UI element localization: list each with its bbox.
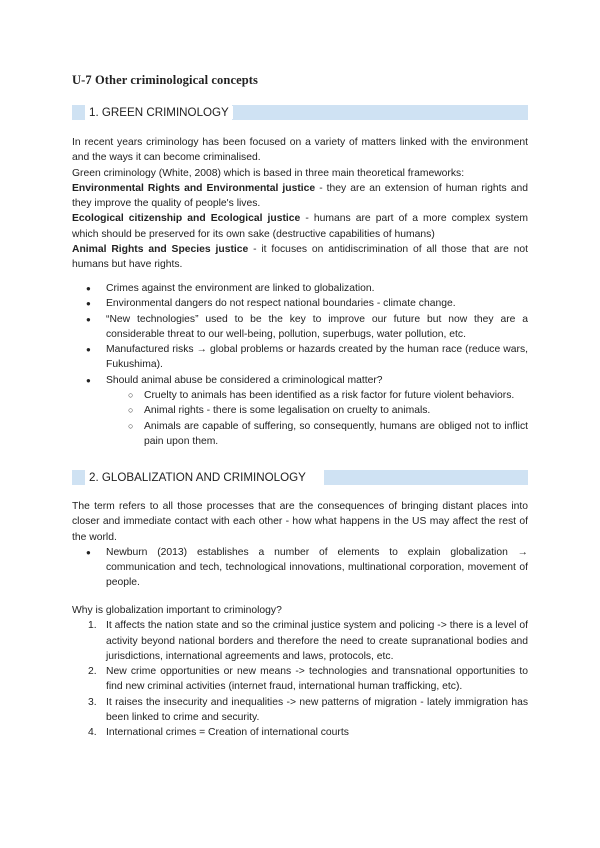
sub-list-item: ○ Cruelty to animals has been identified as a risk factor for future violent behaviors. <box>106 388 528 403</box>
heading-highlight-mark <box>72 470 85 485</box>
framework-desc: - it focuses on antidiscrimination of all those that are not humans but have rights. <box>72 244 528 271</box>
section2-body <box>72 499 528 591</box>
framework-term: Ecological citizenship and Ecological justice <box>72 213 301 225</box>
framework-item <box>72 211 528 242</box>
section-heading-globalization <box>72 470 528 487</box>
list-item: ● “New technologies” used to be the key to improve our future but now they are a considerable threat to our well-being, pollution, superbugs, water pollution, etc. <box>72 312 528 343</box>
sub-list-item: ○ Animals are capable of suffering, so consequently, humans are obliged not to inflict pain upon them. <box>106 419 528 450</box>
list-item-text: Should animal abuse be considered a criminological matter? <box>106 374 383 386</box>
section2-reasons <box>72 603 528 741</box>
sub-list-item: ○ Animal rights - there is some legalisation on cruelty to animals. <box>106 403 528 418</box>
framework-desc: - humans are part of a more complex system which should be preserved for its own sake (destructive capabilities of humans) <box>72 213 529 240</box>
list-item: ● Crimes against the environment are linked to globalization. <box>72 281 528 296</box>
numbered-item <box>72 725 528 740</box>
item-number: 4. <box>88 727 97 739</box>
numbered-item <box>72 664 528 695</box>
list-item: ● Environmental dangers do not respect national boundaries - climate change. <box>72 296 528 311</box>
heading-highlight-band <box>324 470 528 485</box>
reasons-question: Why is globalization important to criminology? <box>72 605 282 616</box>
frameworks-intro: Green criminology (White, 2008) which is based in three main theoretical frameworks: <box>72 167 465 179</box>
list-item <box>72 373 528 449</box>
section-heading-green-criminology <box>72 105 528 122</box>
item-text: New crime opportunities or new means -> technologies and transnational opportunities to find new criminal activities (internet fraud, international human trafficking, etc). <box>106 666 528 693</box>
sub-list <box>106 388 528 449</box>
heading-highlight-mark <box>72 105 85 120</box>
list-item: ● Manufactured risks → global problems or hazards created by the human race (reduce wars, Fukushima). <box>72 342 528 373</box>
framework-term: Animal Rights and Species justice <box>72 244 249 256</box>
section1-bullets <box>72 281 528 449</box>
framework-item <box>72 181 528 212</box>
heading-text: 1. GREEN CRIMINOLOGY <box>89 106 233 119</box>
heading-highlight-band <box>232 105 528 120</box>
numbered-item <box>72 695 528 726</box>
section1-intro: In recent years criminology has been focused on a variety of matters linked with the environment and the ways it can become criminalised. <box>72 137 528 164</box>
item-text: It affects the nation state and so the criminal justice system and policing -> there is a level of activity beyond national borders and therefore the need to create supranational bodies and jurisdictions, international agreements and laws, protocols, etc. <box>106 620 528 662</box>
item-number: 1. <box>88 620 97 632</box>
section1-body <box>72 135 528 273</box>
heading-text: 2. GLOBALIZATION AND CRIMINOLOGY <box>89 471 310 484</box>
section2-intro: The term refers to all those processes that are the consequences of bringing distant places into closer and immediate contact with each other - how what happens in the US may affect the rest of the world. <box>72 501 528 543</box>
framework-desc: - they are an extension of human rights and they improve the quality of people's lives. <box>72 182 528 210</box>
numbered-item <box>72 618 528 664</box>
framework-term: Environmental Rights and Environmental justice <box>72 182 316 194</box>
list-item: ● Newburn (2013) establishes a number of elements to explain globalization → communication and tech, technological innovations, multinational corporation, movement of people. <box>72 545 528 591</box>
item-number: 2. <box>88 666 97 678</box>
item-text: International crimes = Creation of international courts <box>106 727 349 739</box>
item-number: 3. <box>88 696 97 708</box>
framework-item <box>72 242 528 273</box>
item-text: It raises the insecurity and inequalities -> new patterns of migration - lately immigration has been linked to crime and security. <box>106 696 528 724</box>
document-title: U-7 Other criminological concepts <box>72 73 259 87</box>
